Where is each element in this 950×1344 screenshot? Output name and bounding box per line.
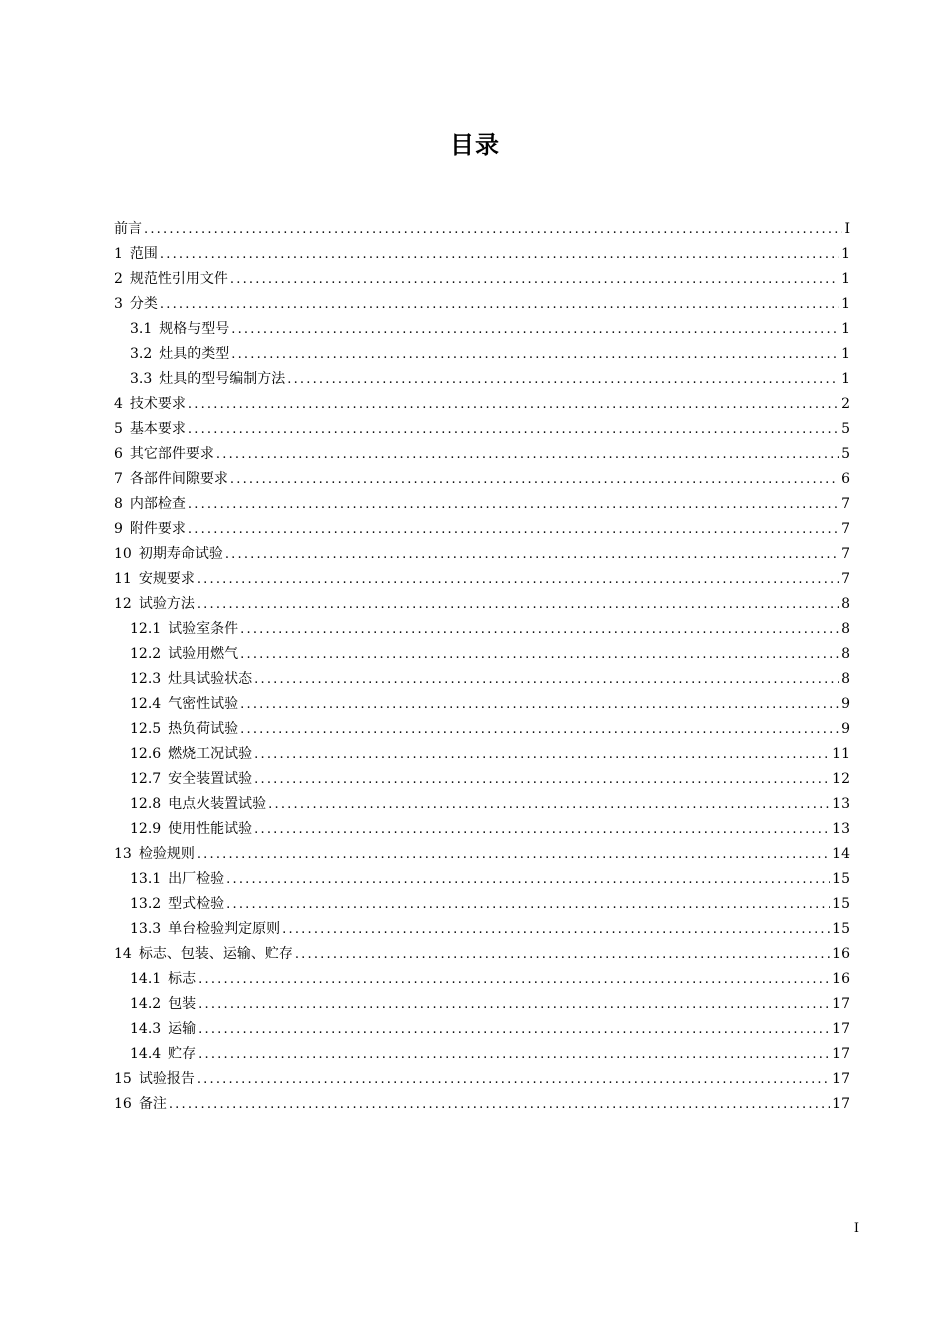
toc-entry-number: 13 bbox=[114, 846, 132, 862]
toc-entry-page: 15 bbox=[832, 921, 850, 937]
toc-entry[interactable] bbox=[114, 442, 850, 467]
toc-entry-page: 9 bbox=[841, 721, 850, 737]
toc-entry-title: 燃烧工况试验 bbox=[168, 746, 253, 762]
toc-entry[interactable] bbox=[114, 692, 850, 717]
toc-entry-number: 12.7 bbox=[130, 771, 162, 787]
toc-entry-number: 7 bbox=[114, 471, 123, 487]
toc-entry-number: 15 bbox=[114, 1071, 132, 1087]
toc-entry-label bbox=[130, 817, 252, 842]
toc-entry-title: 各部件间隙要求 bbox=[129, 471, 228, 487]
toc-entry-title: 热负荷试验 bbox=[168, 721, 239, 737]
toc-entry-number: 4 bbox=[114, 396, 123, 412]
toc-entry[interactable] bbox=[114, 267, 850, 292]
toc-entry[interactable] bbox=[114, 817, 850, 842]
toc-entry-label bbox=[130, 767, 252, 792]
toc-entry-label bbox=[114, 1067, 195, 1092]
toc-leader-dots bbox=[197, 592, 839, 617]
toc-entry-label bbox=[130, 792, 266, 817]
toc-entry-page: 13 bbox=[832, 821, 850, 837]
toc-entry-number: 11 bbox=[114, 571, 132, 587]
toc-entry-title: 规格与型号 bbox=[159, 321, 230, 337]
toc-entry-page: 8 bbox=[841, 646, 850, 662]
toc-entry-title: 试验报告 bbox=[138, 1071, 195, 1087]
toc-entry-title: 技术要求 bbox=[129, 396, 186, 412]
toc-entry-title: 标志、包装、运输、贮存 bbox=[138, 946, 293, 962]
toc-entry-label bbox=[130, 367, 285, 392]
toc-entry-label bbox=[114, 1092, 167, 1117]
toc-entry[interactable] bbox=[114, 1067, 850, 1092]
toc-entry-number: 12.9 bbox=[130, 821, 162, 837]
toc-entry[interactable] bbox=[114, 592, 850, 617]
toc-entry-number: 14.1 bbox=[130, 971, 162, 987]
toc-entry-page: 1 bbox=[841, 296, 850, 312]
toc-entry-page: 17 bbox=[832, 1046, 850, 1062]
toc-entry-title: 检验规则 bbox=[138, 846, 195, 862]
toc-entry-label bbox=[114, 417, 186, 442]
toc-entry-page: 7 bbox=[841, 496, 850, 512]
toc-entry-label bbox=[114, 217, 142, 242]
toc-leader-dots bbox=[240, 717, 839, 742]
toc-leader-dots bbox=[198, 992, 830, 1017]
toc-entry-number: 12.1 bbox=[130, 621, 162, 637]
toc-entry-number: 6 bbox=[114, 446, 123, 462]
toc-entry-label bbox=[114, 542, 223, 567]
toc-leader-dots bbox=[295, 942, 830, 967]
toc-entry-title: 安全装置试验 bbox=[168, 771, 253, 787]
toc-entry-title: 灶具试验状态 bbox=[168, 671, 253, 687]
toc-entry[interactable] bbox=[114, 642, 850, 667]
toc-entry-page: 9 bbox=[841, 696, 850, 712]
toc-entry[interactable] bbox=[114, 792, 850, 817]
toc-entry-page: I bbox=[844, 221, 850, 237]
toc-entry[interactable] bbox=[114, 317, 850, 342]
toc-entry-page: 7 bbox=[841, 521, 850, 537]
toc-entry-number: 14.4 bbox=[130, 1046, 162, 1062]
toc-leader-dots bbox=[198, 1042, 830, 1067]
toc-entry-number: 10 bbox=[114, 546, 132, 562]
toc-entry-page: 6 bbox=[841, 471, 850, 487]
toc-entry-page: 16 bbox=[832, 946, 850, 962]
toc-entry-title: 初期寿命试验 bbox=[138, 546, 223, 562]
toc-entry-number: 3.1 bbox=[130, 321, 153, 337]
toc-entry-title: 单台检验判定原则 bbox=[168, 921, 281, 937]
toc-leader-dots bbox=[231, 342, 839, 367]
toc-entry-label bbox=[130, 642, 238, 667]
toc-entry-page: 15 bbox=[832, 896, 850, 912]
toc-entry-number: 9 bbox=[114, 521, 123, 537]
toc-entry-page: 17 bbox=[832, 996, 850, 1012]
toc-entry-number: 12.2 bbox=[130, 646, 162, 662]
toc-entry-number: 14.3 bbox=[130, 1021, 162, 1037]
toc-leader-dots bbox=[197, 567, 839, 592]
toc-entry-title: 型式检验 bbox=[168, 896, 225, 912]
toc-entry-page: 14 bbox=[832, 846, 850, 862]
toc-entry-number: 8 bbox=[114, 496, 123, 512]
toc-entry-title: 贮存 bbox=[168, 1046, 197, 1062]
toc-leader-dots bbox=[268, 792, 830, 817]
toc-entry-title: 灶具的型号编制方法 bbox=[159, 371, 286, 387]
toc-entry[interactable] bbox=[114, 292, 850, 317]
toc-entry-number: 13.3 bbox=[130, 921, 162, 937]
toc-leader-dots bbox=[240, 642, 839, 667]
toc-entry[interactable] bbox=[114, 392, 850, 417]
toc-entry[interactable] bbox=[114, 842, 850, 867]
toc-entry-title: 包装 bbox=[168, 996, 197, 1012]
toc-entry-page: 15 bbox=[832, 871, 850, 887]
toc-entry-title: 内部检查 bbox=[129, 496, 186, 512]
toc-leader-dots bbox=[144, 217, 842, 242]
toc-entry-number: 12.8 bbox=[130, 796, 162, 812]
toc-entry[interactable] bbox=[114, 217, 850, 242]
toc-leader-dots bbox=[197, 1067, 830, 1092]
toc-entry-title: 范围 bbox=[129, 246, 158, 262]
toc-entry-number: 13.1 bbox=[130, 871, 162, 887]
toc-entry-label bbox=[130, 692, 238, 717]
toc-entry-number: 13.2 bbox=[130, 896, 162, 912]
toc-entry-title: 气密性试验 bbox=[168, 696, 239, 712]
toc-leader-dots bbox=[287, 367, 839, 392]
toc-entry[interactable] bbox=[114, 467, 850, 492]
toc-entry-label bbox=[130, 317, 229, 342]
toc-leader-dots bbox=[254, 817, 830, 842]
toc-entry[interactable] bbox=[114, 1092, 850, 1117]
toc-entry-title: 备注 bbox=[138, 1096, 167, 1112]
toc-entry-page: 17 bbox=[832, 1096, 850, 1112]
toc-entry-label bbox=[130, 667, 252, 692]
toc-entry-label bbox=[114, 442, 214, 467]
toc-entry-page: 1 bbox=[841, 321, 850, 337]
toc-entry-label bbox=[114, 492, 186, 517]
toc-entry[interactable] bbox=[114, 542, 850, 567]
toc-leader-dots bbox=[216, 442, 839, 467]
toc-entry-page: 1 bbox=[841, 246, 850, 262]
toc-entry[interactable] bbox=[114, 342, 850, 367]
toc-entry-label bbox=[114, 842, 195, 867]
toc-entry[interactable] bbox=[114, 942, 850, 967]
toc-leader-dots bbox=[188, 492, 839, 517]
toc-leader-dots bbox=[240, 692, 839, 717]
toc-entry-number: 12.5 bbox=[130, 721, 162, 737]
toc-entry[interactable] bbox=[114, 567, 850, 592]
toc-entry[interactable] bbox=[114, 492, 850, 517]
toc-leader-dots bbox=[240, 617, 839, 642]
toc-entry[interactable] bbox=[114, 417, 850, 442]
toc-entry-number: 3 bbox=[114, 296, 123, 312]
toc-entry-page: 5 bbox=[841, 421, 850, 437]
toc-entry-page: 8 bbox=[841, 671, 850, 687]
toc-entry-label bbox=[114, 592, 195, 617]
toc-entry-label bbox=[130, 992, 196, 1017]
toc-entry-number: 3.2 bbox=[130, 346, 153, 362]
toc-entry-number: 12.4 bbox=[130, 696, 162, 712]
toc-entry-number: 16 bbox=[114, 1096, 132, 1112]
toc-entry[interactable] bbox=[114, 617, 850, 642]
toc-entry[interactable] bbox=[114, 867, 850, 892]
toc-entry-number: 12.3 bbox=[130, 671, 162, 687]
toc-leader-dots bbox=[282, 917, 830, 942]
toc-entry[interactable] bbox=[114, 517, 850, 542]
toc-entry-number: 5 bbox=[114, 421, 123, 437]
toc-leader-dots bbox=[197, 842, 830, 867]
page-title: 目录 bbox=[450, 131, 500, 159]
table-of-contents bbox=[114, 217, 850, 1117]
toc-entry[interactable] bbox=[114, 767, 850, 792]
toc-entry-page: 2 bbox=[841, 396, 850, 412]
toc-entry-title: 基本要求 bbox=[129, 421, 186, 437]
toc-entry-title: 分类 bbox=[129, 296, 158, 312]
toc-entry[interactable] bbox=[114, 367, 850, 392]
page-number: I bbox=[853, 1221, 859, 1236]
toc-entry-label bbox=[130, 717, 238, 742]
toc-entry-title: 使用性能试验 bbox=[168, 821, 253, 837]
toc-entry-page: 11 bbox=[832, 746, 850, 762]
toc-leader-dots bbox=[254, 767, 830, 792]
toc-entry[interactable] bbox=[114, 992, 850, 1017]
toc-entry-number: 12 bbox=[114, 596, 132, 612]
toc-entry[interactable] bbox=[114, 1042, 850, 1067]
toc-entry-page: 16 bbox=[832, 971, 850, 987]
toc-entry-label bbox=[130, 917, 280, 942]
toc-entry-page: 17 bbox=[832, 1071, 850, 1087]
toc-leader-dots bbox=[198, 1017, 830, 1042]
toc-entry[interactable] bbox=[114, 717, 850, 742]
toc-entry-label bbox=[130, 742, 252, 767]
toc-entry-number: 2 bbox=[114, 271, 123, 287]
toc-entry-page: 1 bbox=[841, 371, 850, 387]
toc-entry-title: 试验用燃气 bbox=[168, 646, 239, 662]
toc-entry-number: 1 bbox=[114, 246, 123, 262]
toc-entry-title: 前言 bbox=[114, 221, 142, 237]
toc-entry-title: 规范性引用文件 bbox=[129, 271, 228, 287]
toc-entry[interactable] bbox=[114, 667, 850, 692]
toc-entry[interactable] bbox=[114, 1017, 850, 1042]
toc-leader-dots bbox=[169, 1092, 830, 1117]
toc-entry-page: 8 bbox=[841, 596, 850, 612]
toc-entry-label bbox=[130, 967, 196, 992]
toc-entry-label bbox=[114, 267, 228, 292]
toc-entry[interactable] bbox=[114, 892, 850, 917]
toc-entry-title: 其它部件要求 bbox=[129, 446, 214, 462]
toc-entry-title: 标志 bbox=[168, 971, 197, 987]
toc-leader-dots bbox=[230, 467, 839, 492]
toc-entry-label bbox=[130, 1017, 196, 1042]
toc-leader-dots bbox=[254, 667, 839, 692]
toc-entry-number: 3.3 bbox=[130, 371, 153, 387]
toc-entry-label bbox=[114, 392, 186, 417]
toc-entry-title: 附件要求 bbox=[129, 521, 186, 537]
toc-leader-dots bbox=[160, 242, 839, 267]
toc-entry-page: 5 bbox=[841, 446, 850, 462]
toc-entry-title: 电点火装置试验 bbox=[168, 796, 267, 812]
toc-entry-label bbox=[130, 1042, 196, 1067]
toc-entry-title: 试验方法 bbox=[138, 596, 195, 612]
toc-leader-dots bbox=[225, 542, 839, 567]
toc-entry[interactable] bbox=[114, 742, 850, 767]
toc-entry-page: 12 bbox=[832, 771, 850, 787]
toc-entry-page: 8 bbox=[841, 621, 850, 637]
toc-entry-number: 14.2 bbox=[130, 996, 162, 1012]
toc-entry-page: 1 bbox=[841, 271, 850, 287]
toc-entry-page: 17 bbox=[832, 1021, 850, 1037]
toc-entry[interactable] bbox=[114, 917, 850, 942]
toc-entry-page: 1 bbox=[841, 346, 850, 362]
toc-entry[interactable] bbox=[114, 242, 850, 267]
toc-entry-number: 14 bbox=[114, 946, 132, 962]
toc-leader-dots bbox=[188, 517, 839, 542]
toc-entry-title: 安规要求 bbox=[138, 571, 195, 587]
toc-entry-title: 灶具的类型 bbox=[159, 346, 230, 362]
toc-leader-dots bbox=[188, 392, 839, 417]
toc-entry-page: 7 bbox=[841, 571, 850, 587]
toc-entry-label bbox=[114, 517, 186, 542]
toc-entry-page: 7 bbox=[841, 546, 850, 562]
toc-leader-dots bbox=[254, 742, 830, 767]
toc-entry-label bbox=[130, 342, 229, 367]
toc-entry-label bbox=[114, 567, 195, 592]
toc-entry-title: 运输 bbox=[168, 1021, 197, 1037]
toc-entry-label bbox=[130, 867, 224, 892]
toc-leader-dots bbox=[188, 417, 839, 442]
toc-entry-label bbox=[130, 617, 238, 642]
toc-entry-label bbox=[114, 242, 158, 267]
toc-leader-dots bbox=[226, 867, 830, 892]
toc-leader-dots bbox=[231, 317, 839, 342]
toc-entry-title: 试验室条件 bbox=[168, 621, 239, 637]
toc-entry-number: 12.6 bbox=[130, 746, 162, 762]
toc-entry-label bbox=[114, 467, 228, 492]
toc-leader-dots bbox=[160, 292, 839, 317]
toc-leader-dots bbox=[230, 267, 839, 292]
toc-leader-dots bbox=[226, 892, 830, 917]
toc-entry-label bbox=[114, 942, 293, 967]
toc-entry-label bbox=[130, 892, 224, 917]
toc-leader-dots bbox=[198, 967, 830, 992]
toc-entry-label bbox=[114, 292, 158, 317]
toc-entry-title: 出厂检验 bbox=[168, 871, 225, 887]
toc-entry-page: 13 bbox=[832, 796, 850, 812]
toc-entry[interactable] bbox=[114, 967, 850, 992]
